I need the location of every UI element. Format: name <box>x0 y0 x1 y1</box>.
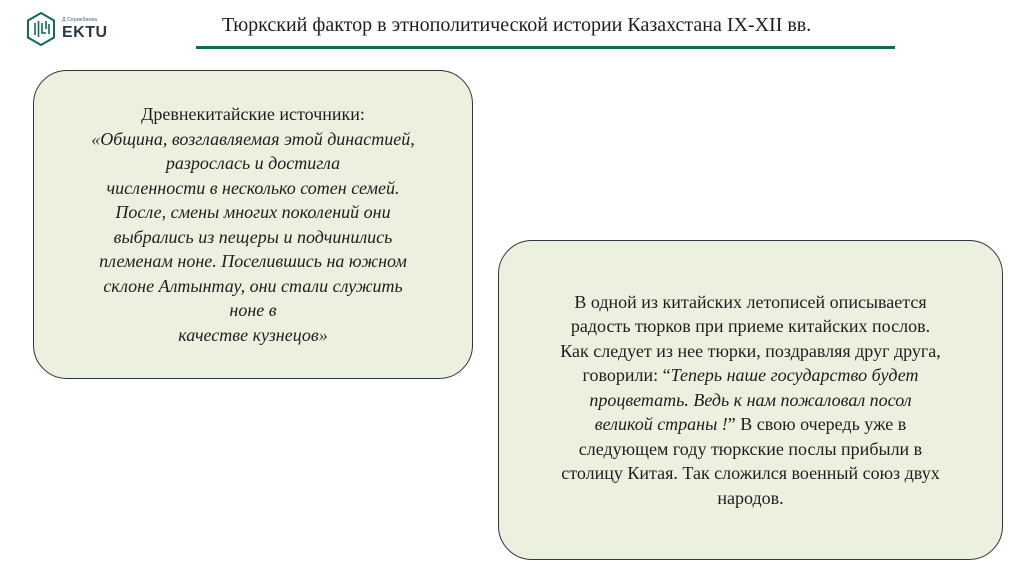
quote-line: выбрались из пещеры и подчинились <box>113 226 393 247</box>
quote-line: ноне в <box>229 300 277 320</box>
chronicle-quote: Теперь наше государство будет <box>670 365 919 386</box>
quote-line: племенам ноне. Поселившись на южном <box>99 251 407 271</box>
chronicle-line: Как следует из нее тюрки, поздравляя друг друга, <box>560 340 941 361</box>
ektu-emblem-icon <box>26 12 56 46</box>
chronicle-line: следующем году тюркские послы прибыли в <box>578 438 923 459</box>
quote-line: «Община, возглавляемая этой династией, <box>91 128 415 149</box>
logo-subtitle: Д.Серикбаева <box>62 16 98 23</box>
quote-line: разрослась и достигла <box>165 153 341 173</box>
logo-name: EKTU <box>62 23 108 41</box>
chronicle-line <box>523 363 978 388</box>
quote-line: численности в несколько сотен семей. <box>106 177 400 198</box>
chronicle-box <box>498 240 1003 560</box>
chronicle-line: радость тюрков при приеме китайских послов. <box>570 316 931 337</box>
chronicle-text: ” В свою очередь уже в <box>727 414 907 435</box>
box-heading: Древнекитайские источники: <box>141 104 365 124</box>
quote-line: склоне Алтынтау, они стали служить <box>103 275 403 296</box>
page-title: Тюркский фактор в этнополитической истории Казахстана IX-XII вв. <box>222 14 812 36</box>
chronicle-line: столицу Китая. Так сложился военный союз двух <box>561 463 940 484</box>
quote-line: После, смены многих поколений они <box>115 202 391 222</box>
chronicle-quote: великой страны ! <box>594 414 728 435</box>
chronicle-line <box>523 412 978 437</box>
ektu-logo <box>26 12 108 46</box>
title-underline <box>196 46 895 49</box>
chronicle-line: В одной из китайских летописей описывается <box>574 291 927 312</box>
chronicle-line: народов. <box>717 487 784 508</box>
quote-line: качестве кузнецов» <box>178 324 328 345</box>
chronicle-quote: процветать. Ведь к нам пожаловал посол <box>589 389 912 410</box>
chinese-sources-box <box>33 70 473 379</box>
chronicle-text: говорили: “ <box>582 365 671 386</box>
